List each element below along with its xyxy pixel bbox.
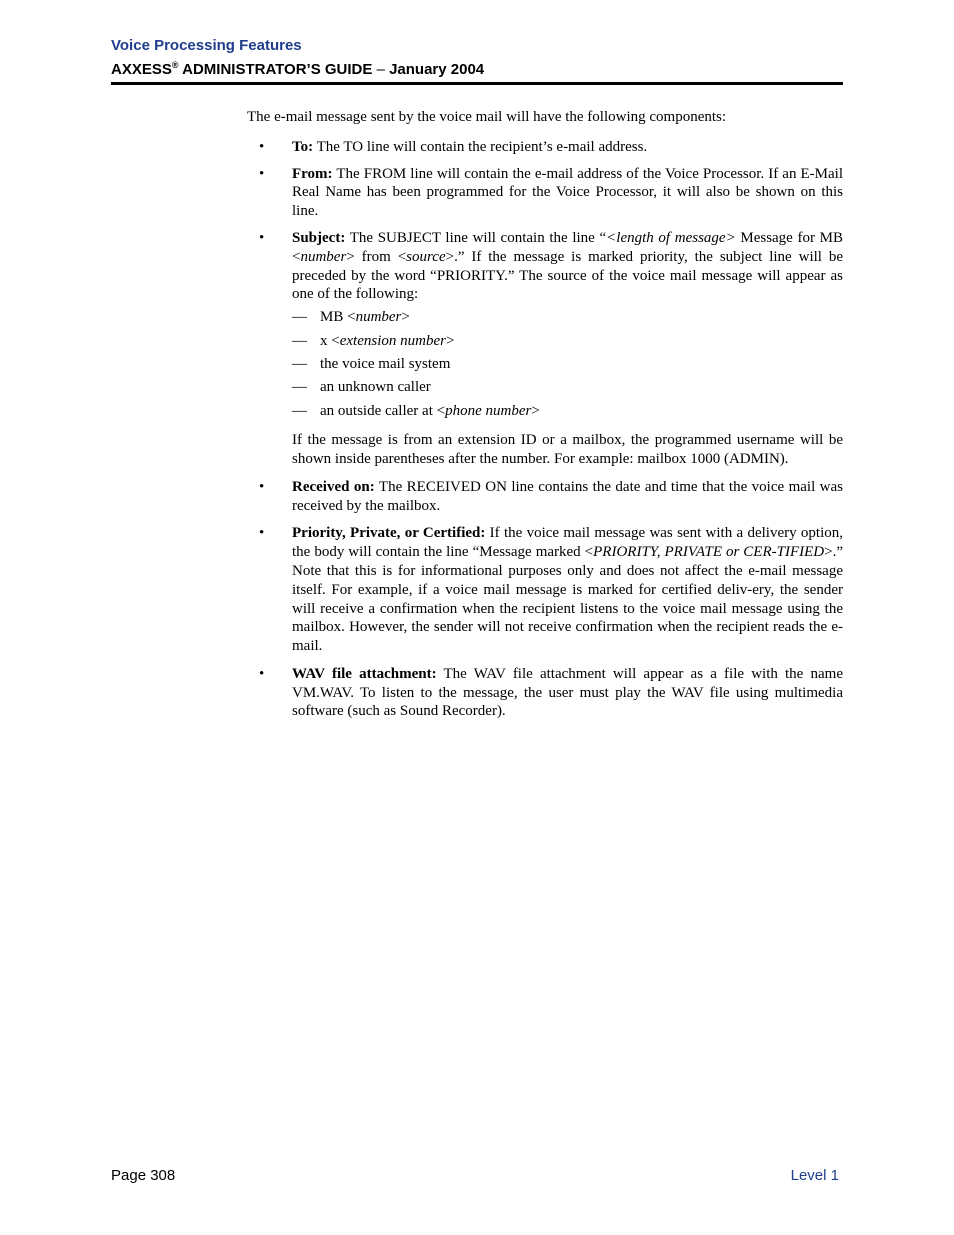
running-header-section: Voice Processing Features [111,37,302,54]
subject-note: If the message is from an extension ID or a mailbox, the programmed username will be shown inside parentheses after the number. For example: mailbox 1000 (ADMIN). [292,432,843,467]
source-item [292,378,843,401]
list-item-to [247,138,843,157]
subject-text: >.” If the message is marked priority, the subject line will be preceded by the word “PRIORITY.” The source of the voice mail message will appear as one of the following: [292,248,843,303]
page-body [247,108,843,721]
to-text: The TO line will contain the recipient’s e-mail address. [313,138,648,155]
subject-text: Message for MB < [292,229,843,265]
guide-title: ADMINISTRATOR’S GUIDE [178,61,377,78]
source-text: an outside caller at < [320,402,446,419]
source-text: > [445,332,455,349]
source-item [292,308,843,331]
source-italic: extension number [339,332,446,349]
source-italic: phone number [445,402,532,419]
priority-text: If the voice mail message was sent with a delivery option, the body will contain the line “Message marked < [292,525,843,561]
source-list [292,308,843,425]
dash-icon: — [292,355,307,372]
page-number: Page 308 [111,1167,176,1184]
bullet-icon: • [259,525,265,542]
header-rule [111,82,843,85]
running-header-guide [111,60,484,78]
components-list [247,138,843,721]
guide-date: January 2004 [384,61,485,78]
bullet-icon: • [259,665,265,682]
bullet-icon: • [259,229,265,246]
bullet-icon: • [259,165,265,182]
dash-icon: — [292,402,307,419]
dash-icon: — [292,379,307,396]
source-text: an unknown caller [320,379,431,396]
dash-icon: — [292,309,307,326]
source-text: x < [320,332,340,349]
received-text: The RECEIVED ON line contains the date and time that the voice mail was received by the mailbox. [292,478,843,514]
list-item-subject [247,229,843,469]
subject-italic: number [300,248,347,265]
source-item [292,355,843,378]
subject-label: Subject: [292,229,346,246]
priority-label: Priority, Private, or Certified: [292,525,486,542]
list-item-priority [247,524,843,656]
wav-label: WAV file attachment: [292,665,437,682]
wav-text: The WAV file attachment will appear as a file with the name VM.WAV. To listen to the message, the user must play the WAV file using multimedia software (such as Sound Recorder). [292,665,843,720]
subject-text: > from < [346,248,407,265]
bullet-icon: • [259,138,265,155]
source-text: the voice mail system [320,355,451,372]
to-label: To: [292,138,314,155]
received-label: Received on: [292,478,375,495]
from-text: The FROM line will contain the e-mail address of the Voice Processor. If an E-Mail Real Name has been programmed for the Voice Processor, it will also be shown on this line. [292,165,843,220]
brand-name: AXXESS [111,61,172,78]
source-item [292,402,843,425]
from-label: From: [292,165,333,182]
dash-icon: — [292,332,307,349]
subject-italic: <length of message> [606,229,736,246]
source-italic: number [355,309,402,326]
source-item [292,332,843,355]
subject-italic: source [406,248,446,265]
bullet-icon: • [259,478,265,495]
source-text: > [531,402,540,419]
list-item-received [247,478,843,516]
list-item-from [247,165,843,221]
registered-mark: ® [171,60,179,70]
priority-text: >.” Note that this is for informational purposes only and does not affect the e-mail message itself. For example, if a voice mail message is marked for certified deliv-ery, the sender will receive a confirmation when the recipient listens to the voice mail message using the mailbox. However, the sender will not receive confirmation when the recipient reads the e-mail. [292,544,843,655]
list-item-wav [247,665,843,721]
subject-text: The SUBJECT line will contain the line “ [345,229,607,246]
level-label: Level 1 [790,1167,839,1184]
source-text: > [401,309,410,326]
header-dash: – [376,61,385,78]
source-text: MB < [320,309,356,326]
intro-paragraph: The e-mail message sent by the voice mail will have the following components: [247,109,727,125]
priority-italic: PRIORITY, PRIVATE or CER-TIFIED [593,544,825,561]
